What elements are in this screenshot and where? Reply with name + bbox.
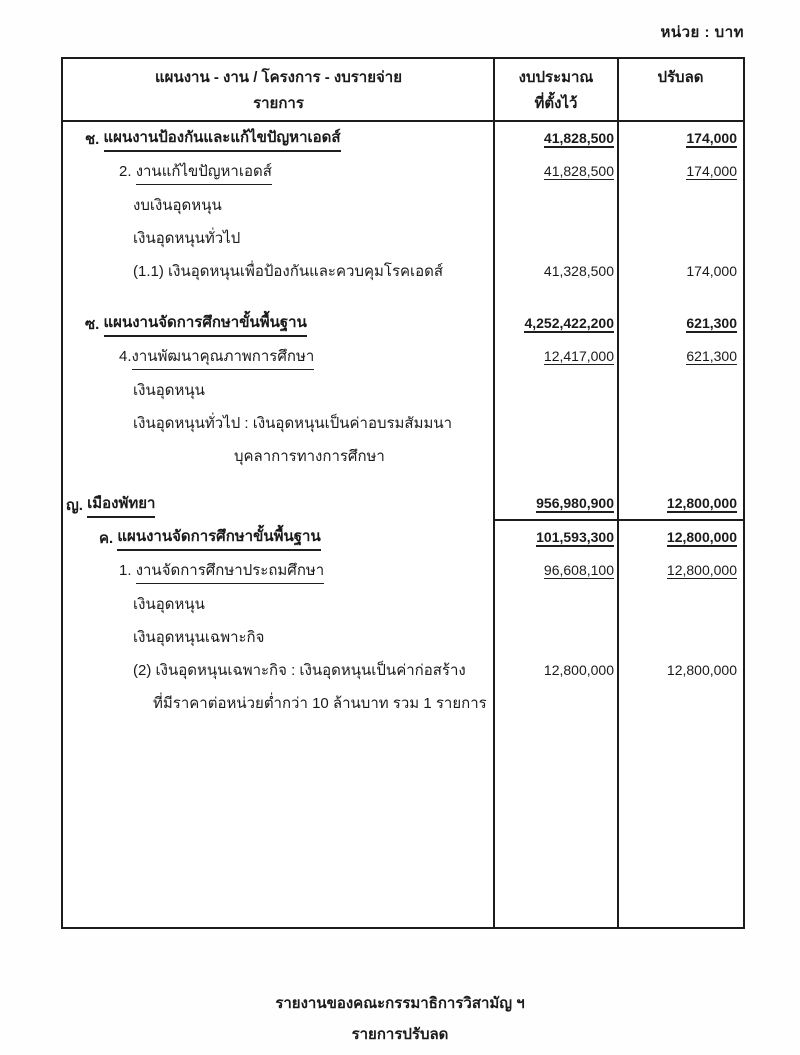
adjustment-cell-value: 174,000 — [686, 262, 737, 279]
budget-cell — [494, 340, 618, 373]
column-header-budget — [494, 59, 618, 120]
table-row — [63, 221, 743, 254]
table-row — [63, 439, 743, 472]
row-label-prefix: ช. — [85, 130, 104, 148]
table-row — [63, 122, 743, 155]
column-header-adjustment — [618, 59, 743, 120]
adjustment-cell — [618, 620, 743, 653]
row-label — [63, 340, 494, 373]
row-label — [63, 587, 494, 620]
adjustment-cell-value: 12,800,000 — [666, 661, 737, 678]
adjustment-cell-value: 12,800,000 — [666, 562, 737, 578]
column-header-budget-line2: ที่ตั้งไว้ — [534, 95, 578, 112]
budget-cell-value: 12,800,000 — [543, 661, 614, 678]
budget-cell-value: 41,828,500 — [543, 129, 614, 146]
row-label-prefix: ค. — [99, 529, 118, 547]
column-header-items — [63, 59, 494, 120]
budget-cell — [494, 221, 618, 254]
table-row — [63, 340, 743, 373]
budget-cell — [494, 686, 618, 719]
spacer-row — [63, 472, 743, 488]
row-label-text: เงินอุดหนุน — [133, 595, 205, 613]
row-label-text: (2) เงินอุดหนุนเฉพาะกิจ : เงินอุดหนุนเป็นค่าก่อสร้าง — [133, 661, 466, 679]
row-label — [63, 488, 494, 521]
table-row — [63, 254, 743, 287]
row-label — [63, 254, 494, 287]
budget-cell — [494, 620, 618, 653]
row-label — [63, 686, 494, 719]
row-label — [63, 521, 494, 554]
table-row — [63, 620, 743, 653]
row-label-text: เมืองพัทยา — [87, 491, 155, 518]
table-row — [63, 686, 743, 719]
row-label-text: งานแก้ไขปัญหาเอดส์ — [136, 159, 272, 185]
adjustment-cell-value: 621,300 — [686, 348, 737, 364]
row-label — [63, 221, 494, 254]
row-label-text: (1.1) เงินอุดหนุนเพื่อป้องกันและควบคุมโรคเอดส์ — [133, 262, 444, 280]
adjustment-cell — [618, 122, 743, 155]
spacer-row — [63, 287, 743, 307]
budget-cell — [494, 653, 618, 686]
budget-cell — [494, 155, 618, 188]
budget-cell-value: 12,417,000 — [543, 348, 614, 364]
table-row — [63, 155, 743, 188]
budget-cell-value: 41,828,500 — [543, 163, 614, 179]
table-row — [63, 373, 743, 406]
adjustment-cell-value: 12,800,000 — [666, 494, 737, 511]
budget-cell — [494, 254, 618, 287]
row-label-prefix: 1. — [119, 562, 136, 579]
row-label-text: เงินอุดหนุนทั่วไป : เงินอุดหนุนเป็นค่าอบรมสัมมนา — [133, 414, 453, 432]
unit-label: หน่วย : บาท — [660, 24, 744, 41]
row-label-text: เงินอุดหนุนเฉพาะกิจ — [133, 628, 265, 646]
column-header-items-line1: แผนงาน - งาน / โครงการ - งบรายจ่าย — [154, 69, 403, 86]
row-label-prefix: ญ. — [66, 496, 88, 514]
row-label-text: แผนงานจัดการศึกษาขั้นพื้นฐาน — [117, 524, 320, 551]
row-label — [63, 620, 494, 653]
row-label-text: บุคลาการทางการศึกษา — [234, 447, 385, 465]
footer-line1: รายงานของคณะกรรมาธิการวิสามัญ ฯ — [275, 995, 525, 1012]
table-body — [63, 122, 743, 719]
table-row — [63, 521, 743, 554]
adjustment-cell — [618, 439, 743, 472]
budget-cell-value: 96,608,100 — [543, 562, 614, 578]
row-label-text: เงินอุดหนุน — [133, 381, 205, 399]
row-label — [63, 373, 494, 406]
adjustment-cell — [618, 155, 743, 188]
row-label — [63, 554, 494, 587]
row-label-prefix: 4. — [119, 348, 132, 365]
adjustment-cell-value: 621,300 — [686, 314, 737, 331]
table-row — [63, 188, 743, 221]
row-label — [63, 122, 494, 155]
row-label-text: เงินอุดหนุนทั่วไป — [133, 229, 241, 247]
table-row — [63, 307, 743, 340]
adjustment-cell — [618, 340, 743, 373]
row-label-text: แผนงานป้องกันและแก้ไขปัญหาเอดส์ — [104, 125, 341, 152]
budget-cell — [494, 488, 618, 521]
budget-cell — [494, 188, 618, 221]
footer-line2: รายการปรับลด — [351, 1026, 449, 1043]
budget-cell — [494, 521, 618, 554]
row-label-text: งบเงินอุดหนุน — [133, 196, 222, 214]
adjustment-cell — [618, 406, 743, 439]
budget-cell-value: 101,593,300 — [536, 528, 614, 545]
budget-cell — [494, 406, 618, 439]
adjustment-cell — [618, 254, 743, 287]
row-label-text: งานพัฒนาคุณภาพการศึกษา — [132, 344, 315, 370]
column-header-budget-line1: งบประมาณ — [518, 69, 594, 86]
adjustment-cell — [618, 686, 743, 719]
adjustment-cell-value: 12,800,000 — [666, 528, 737, 545]
budget-cell — [494, 307, 618, 340]
table-row — [63, 653, 743, 686]
adjustment-cell — [618, 554, 743, 587]
budget-cell-value: 41,328,500 — [543, 262, 614, 279]
adjustment-cell — [618, 307, 743, 340]
adjustment-cell — [618, 221, 743, 254]
budget-cell — [494, 587, 618, 620]
report-footer — [0, 988, 800, 1050]
row-label — [63, 155, 494, 188]
column-header-adjustment-line1: ปรับลด — [657, 69, 704, 86]
row-label-prefix: ซ. — [85, 315, 104, 333]
row-label-prefix: 2. — [119, 163, 136, 180]
budget-cell — [494, 373, 618, 406]
adjustment-cell — [618, 488, 743, 521]
table-row — [63, 488, 743, 521]
adjustment-cell-value: 174,000 — [686, 129, 737, 146]
adjustment-cell-value: 174,000 — [686, 163, 737, 179]
adjustment-cell — [618, 373, 743, 406]
table-header — [63, 59, 743, 122]
budget-table — [61, 57, 745, 929]
table-row — [63, 587, 743, 620]
column-header-items-line2: รายการ — [253, 95, 304, 112]
adjustment-cell — [618, 587, 743, 620]
budget-cell-value: 4,252,422,200 — [524, 314, 614, 331]
row-label-text: แผนงานจัดการศึกษาขั้นพื้นฐาน — [104, 310, 307, 337]
row-label — [63, 406, 494, 439]
table-row — [63, 554, 743, 587]
row-label — [63, 188, 494, 221]
row-label — [63, 653, 494, 686]
adjustment-cell — [618, 188, 743, 221]
row-label — [63, 307, 494, 340]
row-label-text: ที่มีราคาต่อหน่วยต่ำกว่า 10 ล้านบาท รวม 1 รายการ — [153, 694, 487, 712]
budget-cell-value: 956,980,900 — [536, 494, 614, 511]
row-label — [63, 439, 494, 472]
row-label-text: งานจัดการศึกษาประถมศึกษา — [136, 558, 325, 584]
adjustment-cell — [618, 653, 743, 686]
budget-cell — [494, 554, 618, 587]
budget-cell — [494, 439, 618, 472]
budget-cell — [494, 122, 618, 155]
table-row — [63, 406, 743, 439]
adjustment-cell — [618, 521, 743, 554]
